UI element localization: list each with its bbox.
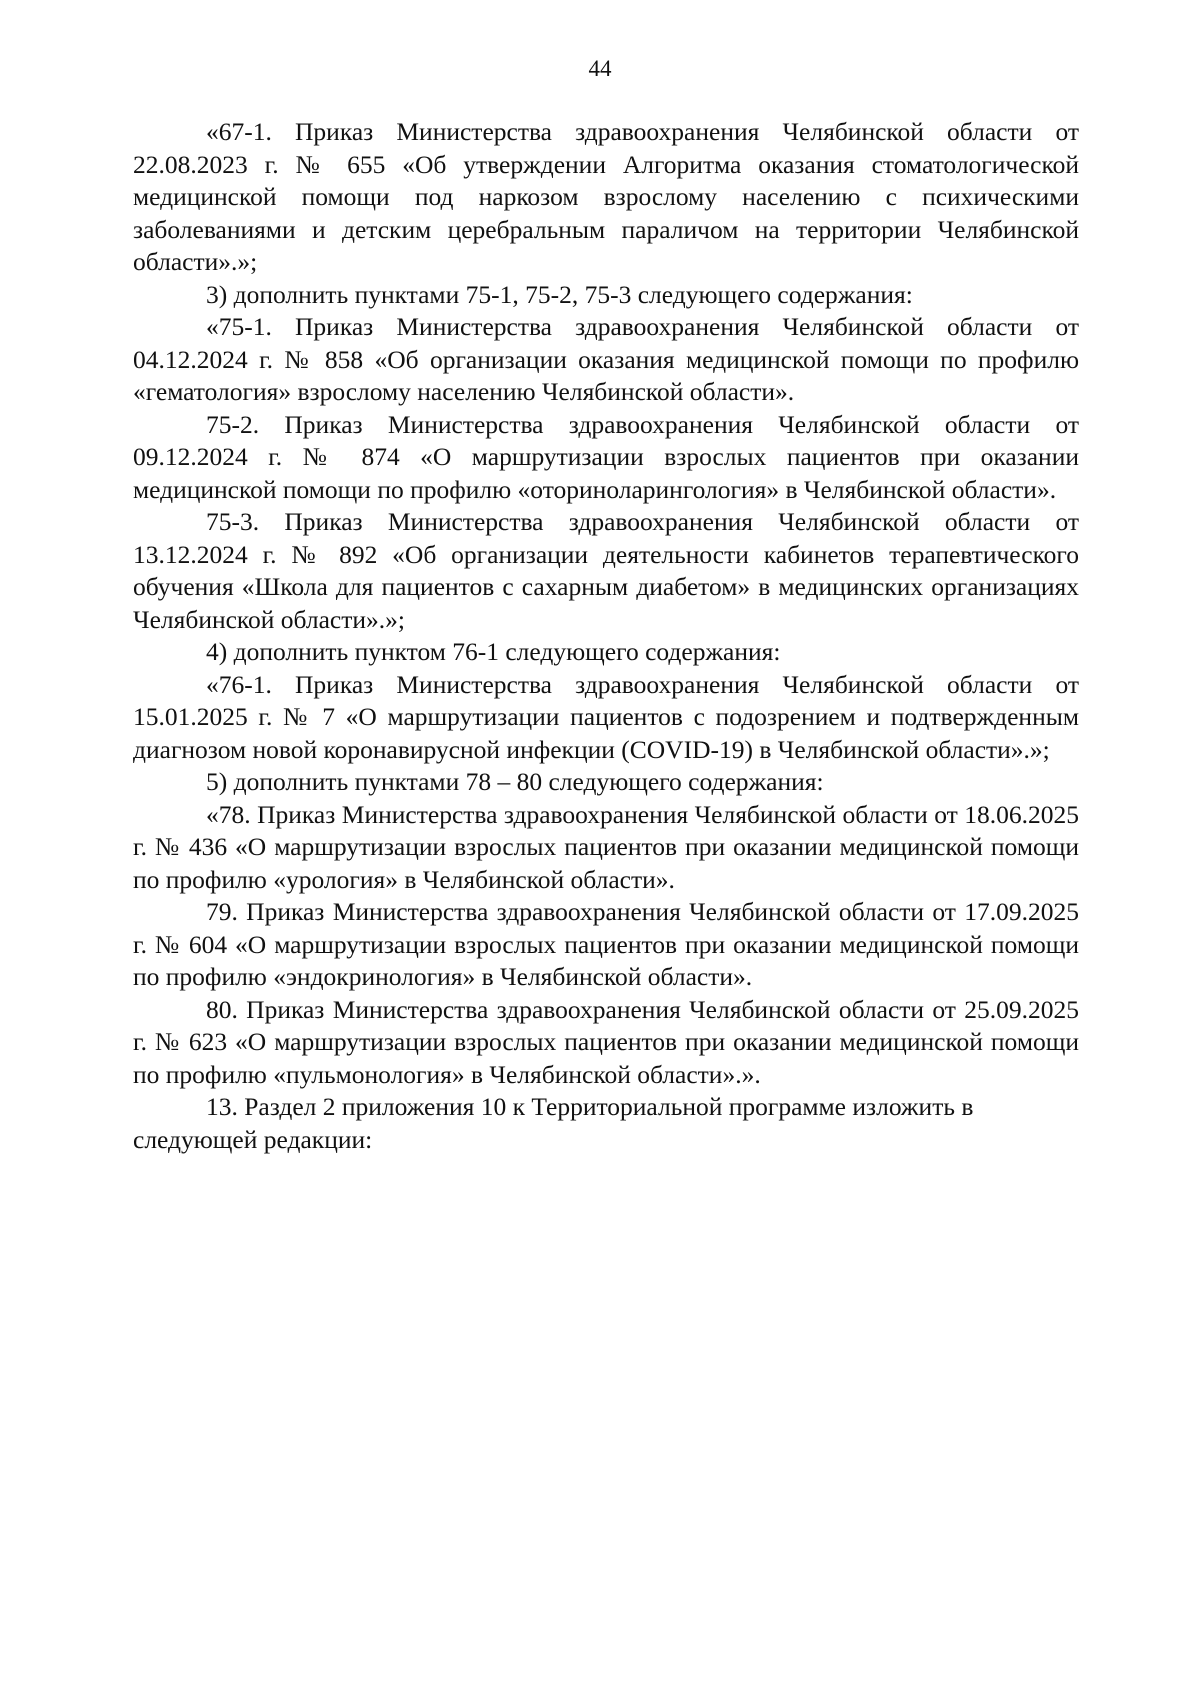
paragraph-76-1: «76-1. Приказ Министерства здравоохранения Челябинской области от 15.01.2025 г. № 7 «О маршрутизации пациентов с подозрением и подтвержденным диагнозом новой коронавирусной инфекции (COVID-19) в Челябинской области».»; xyxy=(133,669,1079,764)
paragraph-75-1: «75-1. Приказ Министерства здравоохранения Челябинской области от 04.12.2024 г. № 858 «Об организации оказания медицинской помощи по профилю «гематология» взрослому населению Челябинской области». xyxy=(133,312,1079,406)
document-body xyxy=(133,116,1079,1156)
paragraph-79: 79. Приказ Министерства здравоохранения Челябинской области от 17.09.2025 г. № 604 «О маршрутизации взрослых пациентов при оказании медицинской помощи по профилю «эндокринология» в Челябинской области». xyxy=(133,897,1079,991)
paragraph-item-13: 13. Раздел 2 приложения 10 к Территориальной программе изложить в следующей редакции: xyxy=(133,1092,974,1154)
paragraph-item-4: 4) дополнить пунктом 76-1 следующего содержания: xyxy=(206,637,781,666)
paragraph-80: 80. Приказ Министерства здравоохранения Челябинской области от 25.09.2025 г. № 623 «О маршрутизации взрослых пациентов при оказании медицинской помощи по профилю «пульмонология» в Челябинской области».». xyxy=(133,994,1079,1089)
page-number: 44 xyxy=(588,56,612,81)
paragraph-67-1: «67-1. Приказ Министерства здравоохранения Челябинской области от 22.08.2023 г. № 655 «Об утверждении Алгоритма оказания стоматологической медицинской помощи под наркозом взрослому населению с психическими заболеваниями и детским церебральным параличом на территории Челябинской области».»; xyxy=(133,117,1079,276)
paragraph-75-3: 75-3. Приказ Министерства здравоохранения Челябинской области от 13.12.2024 г. № 892 «Об организации деятельности кабинетов терапевтического обучения «Школа для пациентов с сахарным диабетом» в медицинских организациях Челябинской области».»; xyxy=(133,507,1079,634)
paragraph-75-2: 75-2. Приказ Министерства здравоохранения Челябинской области от 09.12.2024 г. № 874 «О маршрутизации взрослых пациентов при оказании медицинской помощи по профилю «оториноларингология» в Челябинской области». xyxy=(133,409,1079,504)
paragraph-item-3: 3) дополнить пунктами 75-1, 75-2, 75-3 следующего содержания: xyxy=(206,279,913,309)
paragraph-78: «78. Приказ Министерства здравоохранения Челябинской области от 18.06.2025 г. № 436 «О маршрутизации взрослых пациентов при оказании медицинской помощи по профилю «урология» в Челябинской области». xyxy=(133,799,1079,894)
paragraph-item-5: 5) дополнить пунктами 78 – 80 следующего содержания: xyxy=(206,767,824,796)
